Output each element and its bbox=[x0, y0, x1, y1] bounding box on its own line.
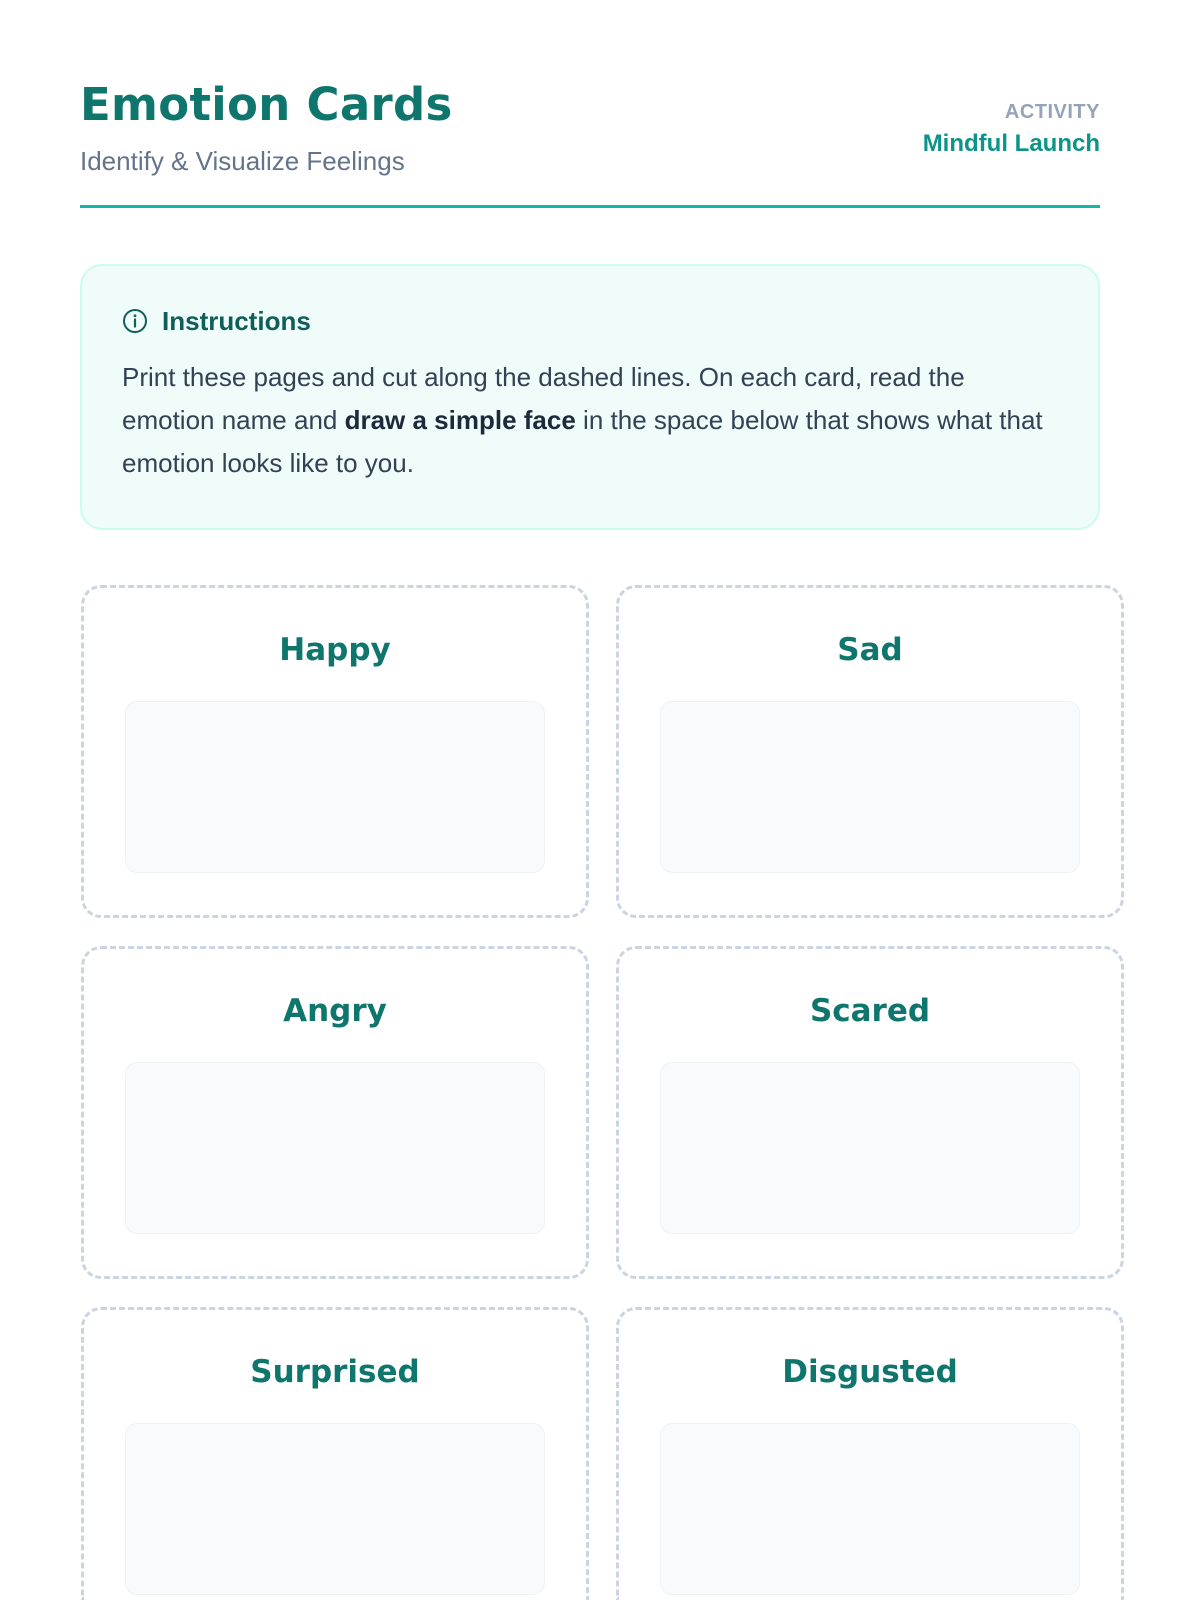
instructions-title: Instructions bbox=[162, 305, 311, 336]
drawing-area bbox=[125, 701, 545, 873]
activity-value: Mindful Launch bbox=[922, 130, 1100, 157]
drawing-area bbox=[125, 1062, 545, 1234]
instructions-text-end: in the space below that shows what that emotion looks like to you. bbox=[122, 405, 1043, 478]
emotion-card-angry bbox=[81, 946, 589, 1279]
instructions-text-start: Print these pages and cut along the dashed lines. On each card, read the emotion name and bbox=[122, 362, 965, 435]
page-header bbox=[80, 0, 1100, 208]
page-subtitle: Identify & Visualize Feelings bbox=[80, 146, 405, 176]
card-emotion-label: Scared bbox=[809, 993, 931, 1029]
drawing-area bbox=[660, 1062, 1080, 1234]
instructions-header bbox=[122, 306, 1058, 336]
drawing-area bbox=[660, 1423, 1080, 1595]
card-emotion-label: Surprised bbox=[250, 1354, 420, 1390]
info-icon bbox=[122, 308, 148, 334]
activity-label: ACTIVITY bbox=[1004, 101, 1100, 123]
emotion-card-disgusted bbox=[616, 1307, 1124, 1600]
card-emotion-label: Disgusted bbox=[782, 1354, 958, 1390]
card-emotion-label: Angry bbox=[283, 993, 387, 1029]
emotion-card-scared bbox=[616, 946, 1124, 1279]
emotion-card-happy bbox=[81, 585, 589, 918]
drawing-area bbox=[660, 701, 1080, 873]
page-title: Emotion Cards bbox=[80, 78, 453, 131]
instructions-box bbox=[80, 264, 1100, 530]
emotion-card-surprised bbox=[81, 1307, 589, 1600]
drawing-area bbox=[125, 1423, 545, 1595]
activity-tag bbox=[923, 101, 1100, 158]
instructions-text-emphasis: draw a simple face bbox=[344, 405, 576, 435]
instructions-text bbox=[122, 356, 1058, 485]
emotion-card-sad bbox=[616, 585, 1124, 918]
card-emotion-label: Happy bbox=[279, 632, 391, 668]
card-emotion-label: Sad bbox=[837, 632, 903, 668]
